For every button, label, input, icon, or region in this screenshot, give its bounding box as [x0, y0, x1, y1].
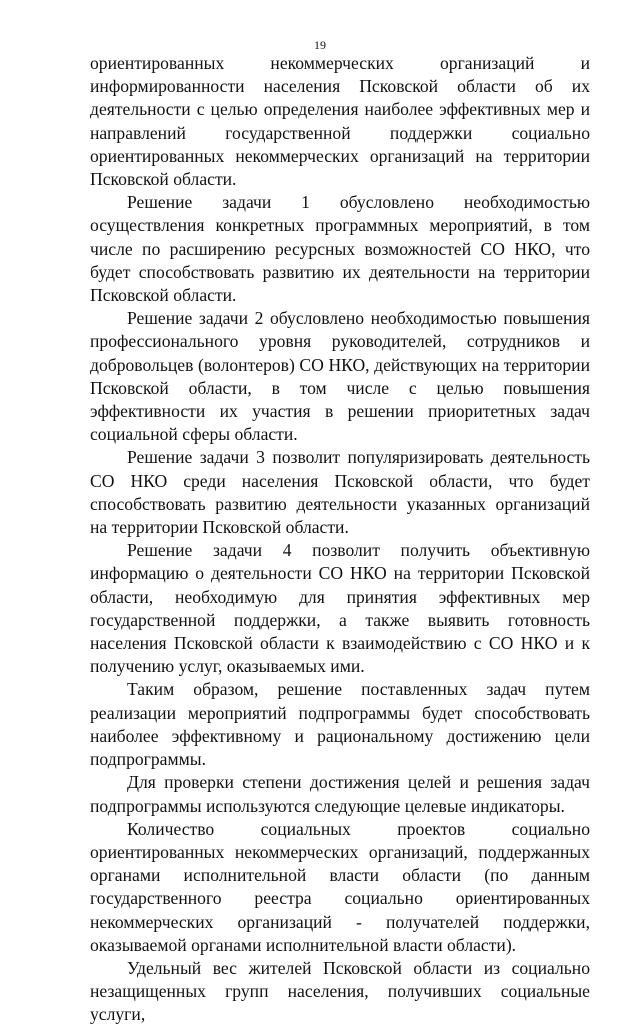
paragraph-continuation: ориентированных некоммерческих организаций и информированности населения Псковской области об их деятельности с целью определения наиболее эффективных мер и направлений государственной поддержки социально ориентированных некоммерческих организаций на территории Псковской области. [90, 53, 590, 190]
paragraph-task-2: Решение задачи 2 обусловлено необходимостью повышения профессионального уровня руководителей, сотрудников и добровольцев (волонтеров) СО НКО, действующих на территории Псковской области, в том числе с целью повышения эффективности их участия в решении приоритетных задач социальной сферы области. [90, 308, 590, 445]
paragraph-task-4: Решение задачи 4 позволит получить объективную информацию о деятельности СО НКО на территории Псковской области, необходимую для принятия эффективных мер государственной поддержки, а также выявить готовность населения Псковской области к взаимодействию с СО НКО и к получению услуг, оказываемых ими. [90, 540, 590, 677]
page-number: 19 [314, 38, 326, 52]
paragraph-indicators-intro: Для проверки степени достижения целей и решения задач подпрограммы используются следующие целевые индикаторы. [90, 772, 590, 816]
document-body [90, 52, 590, 1027]
paragraph-indicator-projects: Количество социальных проектов социально ориентированных некоммерческих организаций, поддержанных органами исполнительной власти области (по данным государственного реестра социально ориентированных некоммерческих организаций - получателей поддержки, оказываемой органами исполнительной власти области). [90, 818, 590, 955]
paragraph-conclusion: Таким образом, решение поставленных задач путем реализации мероприятий подпрограммы будет способствовать наиболее эффективному и рациональному достижению цели подпрограммы. [90, 679, 590, 770]
paragraph-indicator-share: Удельный вес жителей Псковской области из социально незащищенных групп населения, получивших социальные услуги, [90, 957, 590, 1025]
paragraph-task-1: Решение задачи 1 обусловлено необходимостью осуществления конкретных программных мероприятий, в том числе по расширению ресурсных возможностей СО НКО, что будет способствовать развитию их деятельности на территории Псковской области. [90, 192, 590, 306]
paragraph-task-3: Решение задачи 3 позволит популяризировать деятельность СО НКО среди населения Псковской области, что будет способствовать развитию деятельности указанных организаций на территории Псковской области. [90, 447, 590, 538]
